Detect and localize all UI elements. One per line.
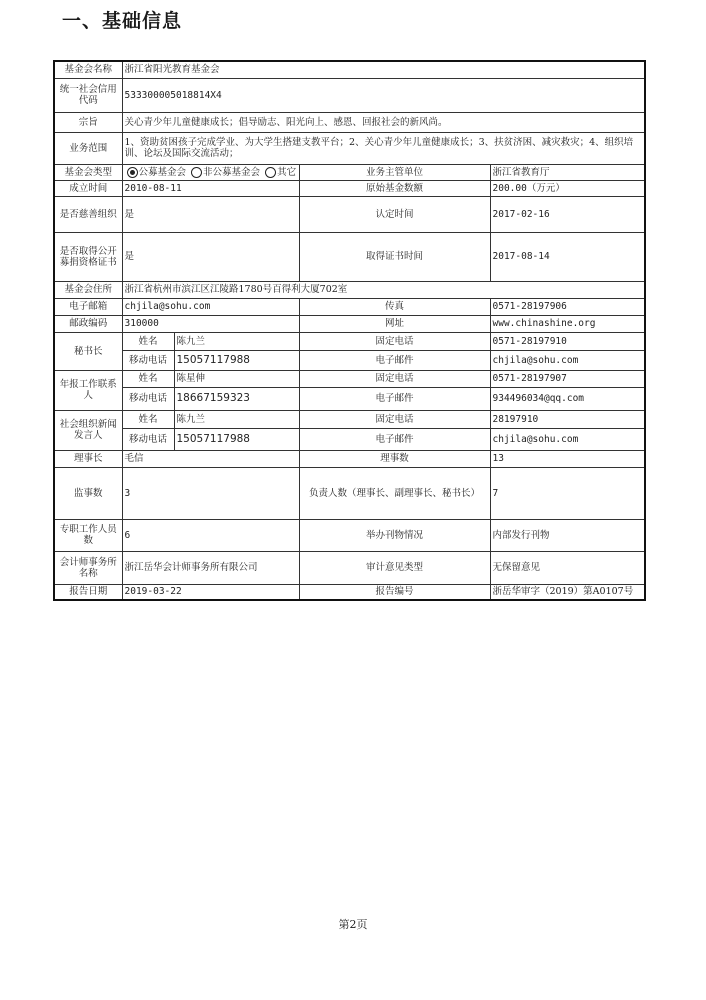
row-report xyxy=(54,584,645,600)
row-aim xyxy=(54,112,645,132)
secretary-name-label: 姓名 xyxy=(122,332,174,350)
directors-label: 理事数 xyxy=(299,450,490,467)
row-secretary-name xyxy=(54,332,645,350)
chairman-label: 理事长 xyxy=(54,450,122,467)
staff-label: 专职工作人员数 xyxy=(54,519,122,551)
accounting-value: 浙江岳华会计师事务所有限公司 xyxy=(122,551,299,584)
row-email xyxy=(54,298,645,315)
certificate-value: 是 xyxy=(122,232,299,281)
scope-value: 1、资助贫困孩子完成学业、为大学生搭建支教平台；2、关心青少年儿童健康成长；3、扶贫济困、减灾救灾；4、组织培训、论坛及国际交流活动； xyxy=(122,132,645,164)
address-label: 基金会住所 xyxy=(54,281,122,298)
row-name xyxy=(54,61,645,78)
row-staff xyxy=(54,519,645,551)
contact-name-value: 陈星伸 xyxy=(174,370,299,387)
fund-label: 原始基金数额 xyxy=(299,180,490,196)
audit-label: 审计意见类型 xyxy=(299,551,490,584)
row-address xyxy=(54,281,645,298)
supervisors-value: 3 xyxy=(122,467,299,519)
fax-label: 传真 xyxy=(299,298,490,315)
type-option-nonpublic: 非公募基金会 xyxy=(203,166,261,178)
type-option-public: 公募基金会 xyxy=(138,166,187,178)
row-chairman xyxy=(54,450,645,467)
row-charity xyxy=(54,196,645,232)
section-title: 一、基础信息 xyxy=(62,10,183,32)
address-value: 浙江省杭州市滨江区江陵路1780号百得利大厦702室 xyxy=(122,281,645,298)
supervisor-value: 浙江省教育厅 xyxy=(490,164,645,180)
secretary-phone-value: 0571-28197910 xyxy=(490,332,645,350)
radio-public-icon[interactable] xyxy=(127,167,138,178)
leaders-value: 7 xyxy=(490,467,645,519)
contact-phone-value: 0571-28197907 xyxy=(490,370,645,387)
credit-code-value: 533300005018814X4 xyxy=(122,78,645,112)
staff-value: 6 xyxy=(122,519,299,551)
secretary-label: 秘书长 xyxy=(54,332,122,370)
row-spokesman-mobile xyxy=(54,428,645,450)
contact-name-label: 姓名 xyxy=(122,370,174,387)
spokesman-mobile-value: 15057117988 xyxy=(174,428,299,450)
row-certificate xyxy=(54,232,645,281)
report-date-value: 2019-03-22 xyxy=(122,584,299,600)
contact-label: 年报工作联系人 xyxy=(54,370,122,410)
email-value: chjila@sohu.com xyxy=(122,298,299,315)
secretary-name-value: 陈九兰 xyxy=(174,332,299,350)
row-type xyxy=(54,164,645,180)
audit-value: 无保留意见 xyxy=(490,551,645,584)
recognize-label: 认定时间 xyxy=(299,196,490,232)
type-label: 基金会类型 xyxy=(54,164,122,180)
fax-value: 0571-28197906 xyxy=(490,298,645,315)
spokesman-phone-value: 28197910 xyxy=(490,410,645,428)
credit-code-label: 统一社会信用代码 xyxy=(54,78,122,112)
website-value: www.chinashine.org xyxy=(490,315,645,332)
name-value: 浙江省阳光教育基金会 xyxy=(122,61,645,78)
leaders-label: 负责人数（理事长、副理事长、秘书长） xyxy=(299,467,490,519)
report-no-value: 浙岳华审字（2019）第A0107号 xyxy=(490,584,645,600)
spokesman-name-value: 陈九兰 xyxy=(174,410,299,428)
publication-value: 内部发行刊物 xyxy=(490,519,645,551)
supervisor-label: 业务主管单位 xyxy=(299,164,490,180)
spokesman-label: 社会组织新闻发言人 xyxy=(54,410,122,450)
chairman-value: 毛信 xyxy=(122,450,299,467)
secretary-phone-label: 固定电话 xyxy=(299,332,490,350)
postcode-value: 310000 xyxy=(122,315,299,332)
spokesman-email-value: chjila@sohu.com xyxy=(490,428,645,450)
charity-value: 是 xyxy=(122,196,299,232)
founded-value: 2010-08-11 xyxy=(122,180,299,196)
secretary-email-value: chjila@sohu.com xyxy=(490,350,645,370)
row-accounting xyxy=(54,551,645,584)
row-credit-code xyxy=(54,78,645,112)
spokesman-name-label: 姓名 xyxy=(122,410,174,428)
recognize-value: 2017-02-16 xyxy=(490,196,645,232)
postcode-label: 邮政编码 xyxy=(54,315,122,332)
spokesman-phone-label: 固定电话 xyxy=(299,410,490,428)
certificate-label: 是否取得公开募捐资格证书 xyxy=(54,232,122,281)
report-date-label: 报告日期 xyxy=(54,584,122,600)
radio-other-icon[interactable] xyxy=(265,167,276,178)
fund-value: 200.00（万元） xyxy=(490,180,645,196)
radio-nonpublic-icon[interactable] xyxy=(191,167,202,178)
secretary-email-label: 电子邮件 xyxy=(299,350,490,370)
row-contact-name xyxy=(54,370,645,387)
charity-label: 是否慈善组织 xyxy=(54,196,122,232)
contact-phone-label: 固定电话 xyxy=(299,370,490,387)
row-secretary-mobile xyxy=(54,350,645,370)
email-label: 电子邮箱 xyxy=(54,298,122,315)
cert-time-label: 取得证书时间 xyxy=(299,232,490,281)
publication-label: 举办刊物情况 xyxy=(299,519,490,551)
row-postcode xyxy=(54,315,645,332)
founded-label: 成立时间 xyxy=(54,180,122,196)
aim-label: 宗旨 xyxy=(54,112,122,132)
name-label: 基金会名称 xyxy=(54,61,122,78)
type-option-other: 其它 xyxy=(277,166,297,178)
scope-label: 业务范围 xyxy=(54,132,122,164)
row-supervisors xyxy=(54,467,645,519)
supervisors-label: 监事数 xyxy=(54,467,122,519)
cert-time-value: 2017-08-14 xyxy=(490,232,645,281)
contact-email-value: 934496034@qq.com xyxy=(490,387,645,410)
row-contact-mobile xyxy=(54,387,645,410)
page-number: 第2页 xyxy=(338,918,368,931)
secretary-mobile-label: 移动电话 xyxy=(122,350,174,370)
secretary-mobile-value: 15057117988 xyxy=(174,350,299,370)
spokesman-mobile-label: 移动电话 xyxy=(122,428,174,450)
contact-mobile-label: 移动电话 xyxy=(122,387,174,410)
report-no-label: 报告编号 xyxy=(299,584,490,600)
row-spokesman-name xyxy=(54,410,645,428)
accounting-label: 会计师事务所名称 xyxy=(54,551,122,584)
row-founded xyxy=(54,180,645,196)
contact-mobile-value: 18667159323 xyxy=(174,387,299,410)
aim-value: 关心青少年儿童健康成长；倡导励志、阳光向上、感恩、回报社会的新风尚。 xyxy=(122,112,645,132)
row-scope xyxy=(54,132,645,164)
spokesman-email-label: 电子邮件 xyxy=(299,428,490,450)
contact-email-label: 电子邮件 xyxy=(299,387,490,410)
directors-value: 13 xyxy=(490,450,645,467)
website-label: 网址 xyxy=(299,315,490,332)
foundation-type-options xyxy=(122,164,299,180)
basic-info-table xyxy=(53,60,646,601)
